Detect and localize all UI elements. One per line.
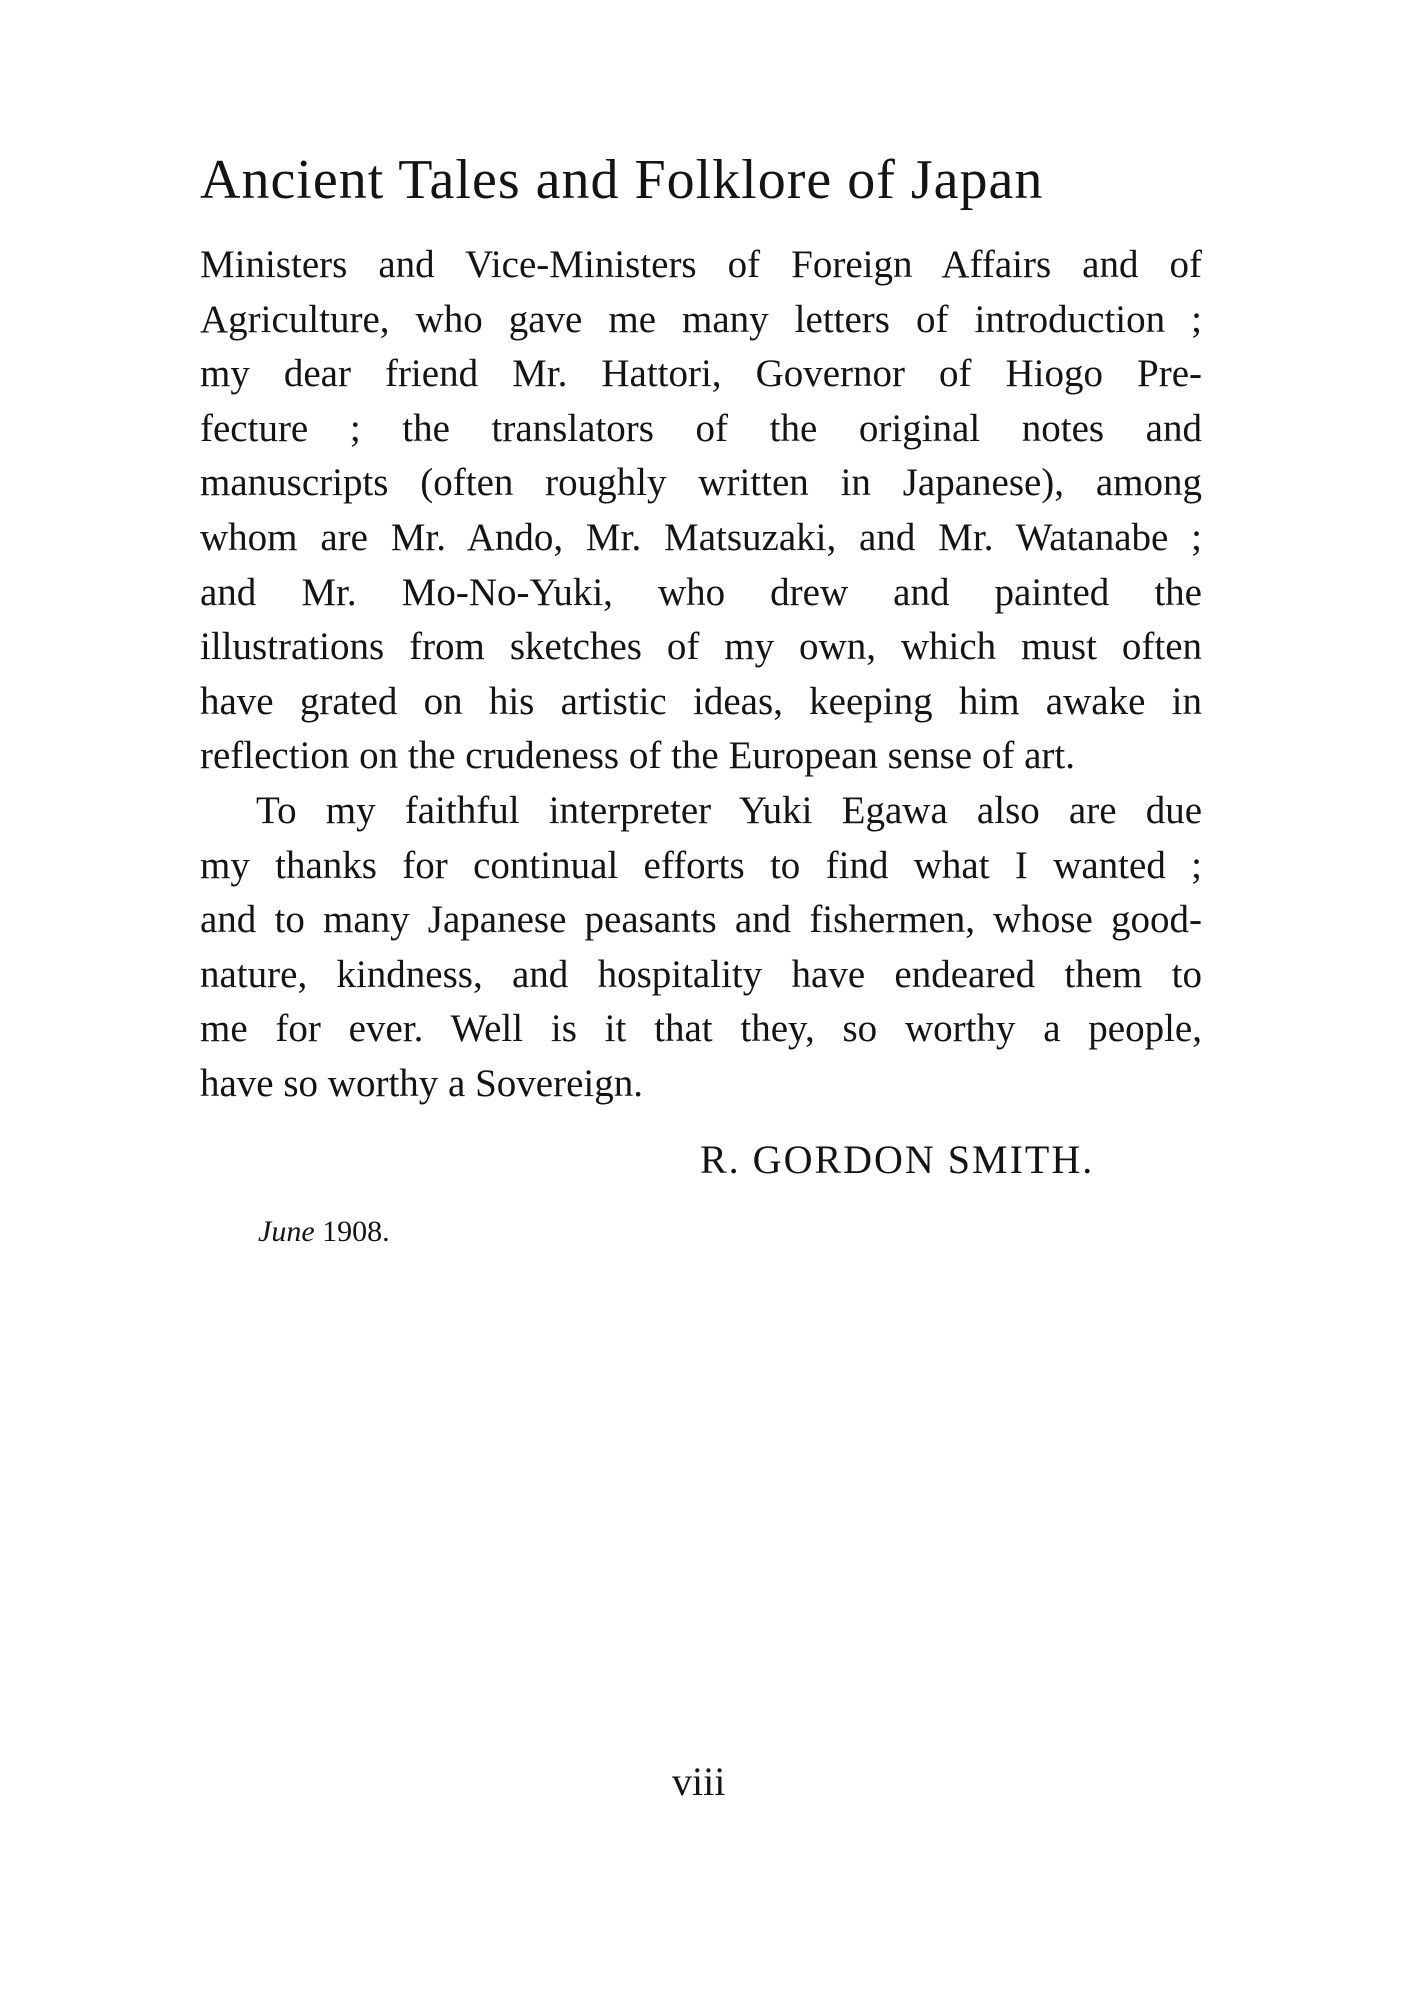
text-line: Agriculture, who gave me many letters of introduction ;	[200, 297, 1202, 341]
text-line: manuscripts (often roughly written in Japanese), among	[200, 461, 1202, 505]
text-line: and Mr. Mo-No-Yuki, who drew and painted the	[200, 570, 1202, 614]
text-line: To my faithful interpreter Yuki Egawa also are due	[256, 788, 1202, 832]
date-month: June	[258, 1215, 315, 1248]
author-signature: R. GORDON SMITH.	[700, 1137, 1095, 1182]
text-line: nature, kindness, and hospitality have endeared them to	[200, 952, 1202, 996]
page-number: viii	[672, 1759, 726, 1804]
text-line: whom are Mr. Ando, Mr. Matsuzaki, and Mr. Watanabe ;	[200, 515, 1202, 559]
text-line: have so worthy a Sovereign.	[200, 1061, 643, 1105]
text-line: my dear friend Mr. Hattori, Governor of Hiogo Pre-	[200, 352, 1202, 396]
text-line: me for ever. Well is it that they, so worthy a people,	[200, 1007, 1202, 1051]
text-line: Ministers and Vice-Ministers of Foreign Affairs and of	[200, 243, 1202, 286]
date-line	[258, 1212, 390, 1252]
text-line: illustrations from sketches of my own, which must often	[200, 625, 1202, 669]
date-year: 1908.	[322, 1215, 390, 1248]
text-line: fecture ; the translators of the original notes and	[200, 406, 1202, 450]
body-text	[200, 238, 1202, 1112]
text-line: and to many Japanese peasants and fishermen, whose good-	[200, 898, 1202, 942]
running-head-title: Ancient Tales and Folklore of Japan	[200, 149, 1044, 211]
text-line: reflection on the crudeness of the European sense of art.	[200, 734, 1075, 778]
text-line: have grated on his artistic ideas, keeping him awake in	[200, 679, 1202, 723]
text-line: my thanks for continual efforts to find what I wanted ;	[200, 843, 1202, 887]
